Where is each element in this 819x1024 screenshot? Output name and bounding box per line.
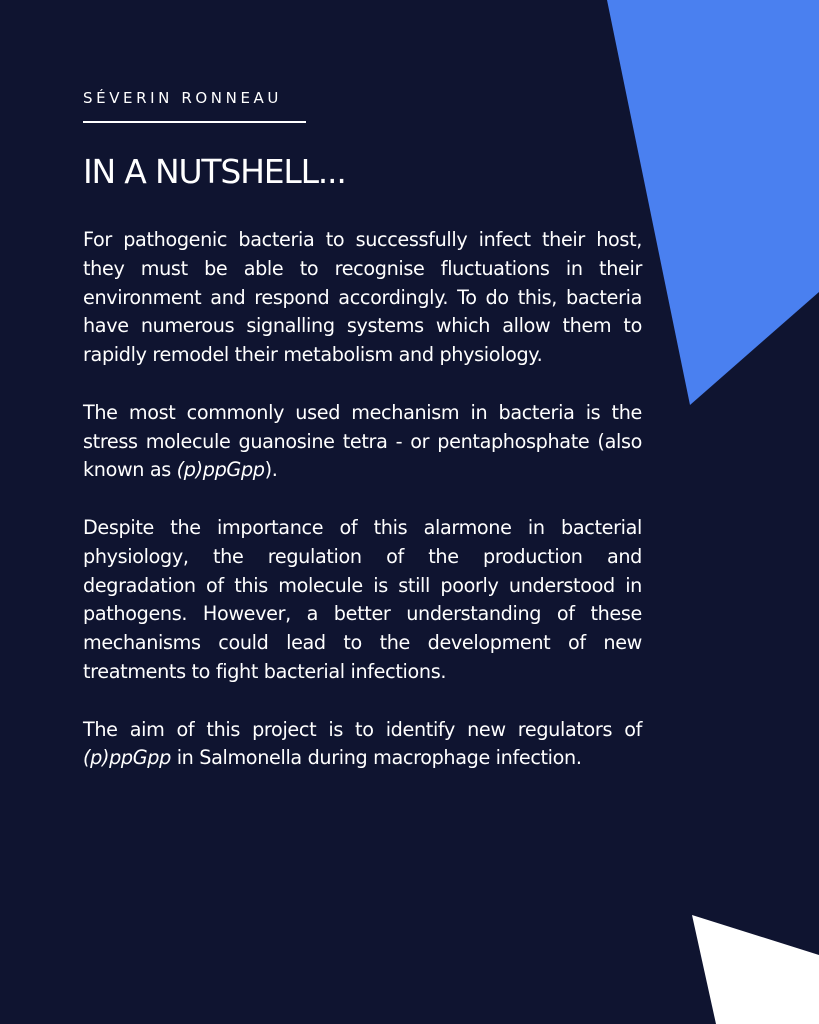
white-accent-triangle	[692, 915, 819, 1024]
paragraph-2	[83, 399, 642, 485]
paragraph-4	[83, 716, 642, 774]
body-text	[83, 226, 642, 802]
paragraph-4-text: The aim of this project is to identify new regulators of	[83, 717, 642, 741]
author-underline	[83, 121, 306, 123]
paragraph-2-text: The most commonly used mechanism in bacteria is the stress molecule guanosine tetra - or pentaphosphate (also known as	[83, 400, 642, 482]
paragraph-3: Despite the importance of this alarmone in bacterial physiology, the regulation of the production and degradation of this molecule is still poorly understood in pathogens. However, a better understanding of these mechanisms could lead to the development of new treatments to fight bacterial infections.	[83, 515, 642, 683]
author-name: SÉVERIN RONNEAU	[83, 89, 282, 107]
paragraph-1: For pathogenic bacteria to successfully infect their host, they must be able to recognise fluctuations in their environment and respond accordingly. To do this, bacteria have numerous signalling systems which allow them to rapidly remodel their metabolism and physiology.	[83, 228, 642, 367]
page-title: IN A NUTSHELL...	[83, 152, 346, 191]
paragraph-4-end: in Salmonella during macrophage infection.	[170, 746, 582, 770]
molecule-name: (p)ppGpp	[176, 458, 265, 482]
molecule-name: (p)ppGpp	[83, 746, 171, 770]
paragraph-2-end: ).	[264, 458, 278, 482]
